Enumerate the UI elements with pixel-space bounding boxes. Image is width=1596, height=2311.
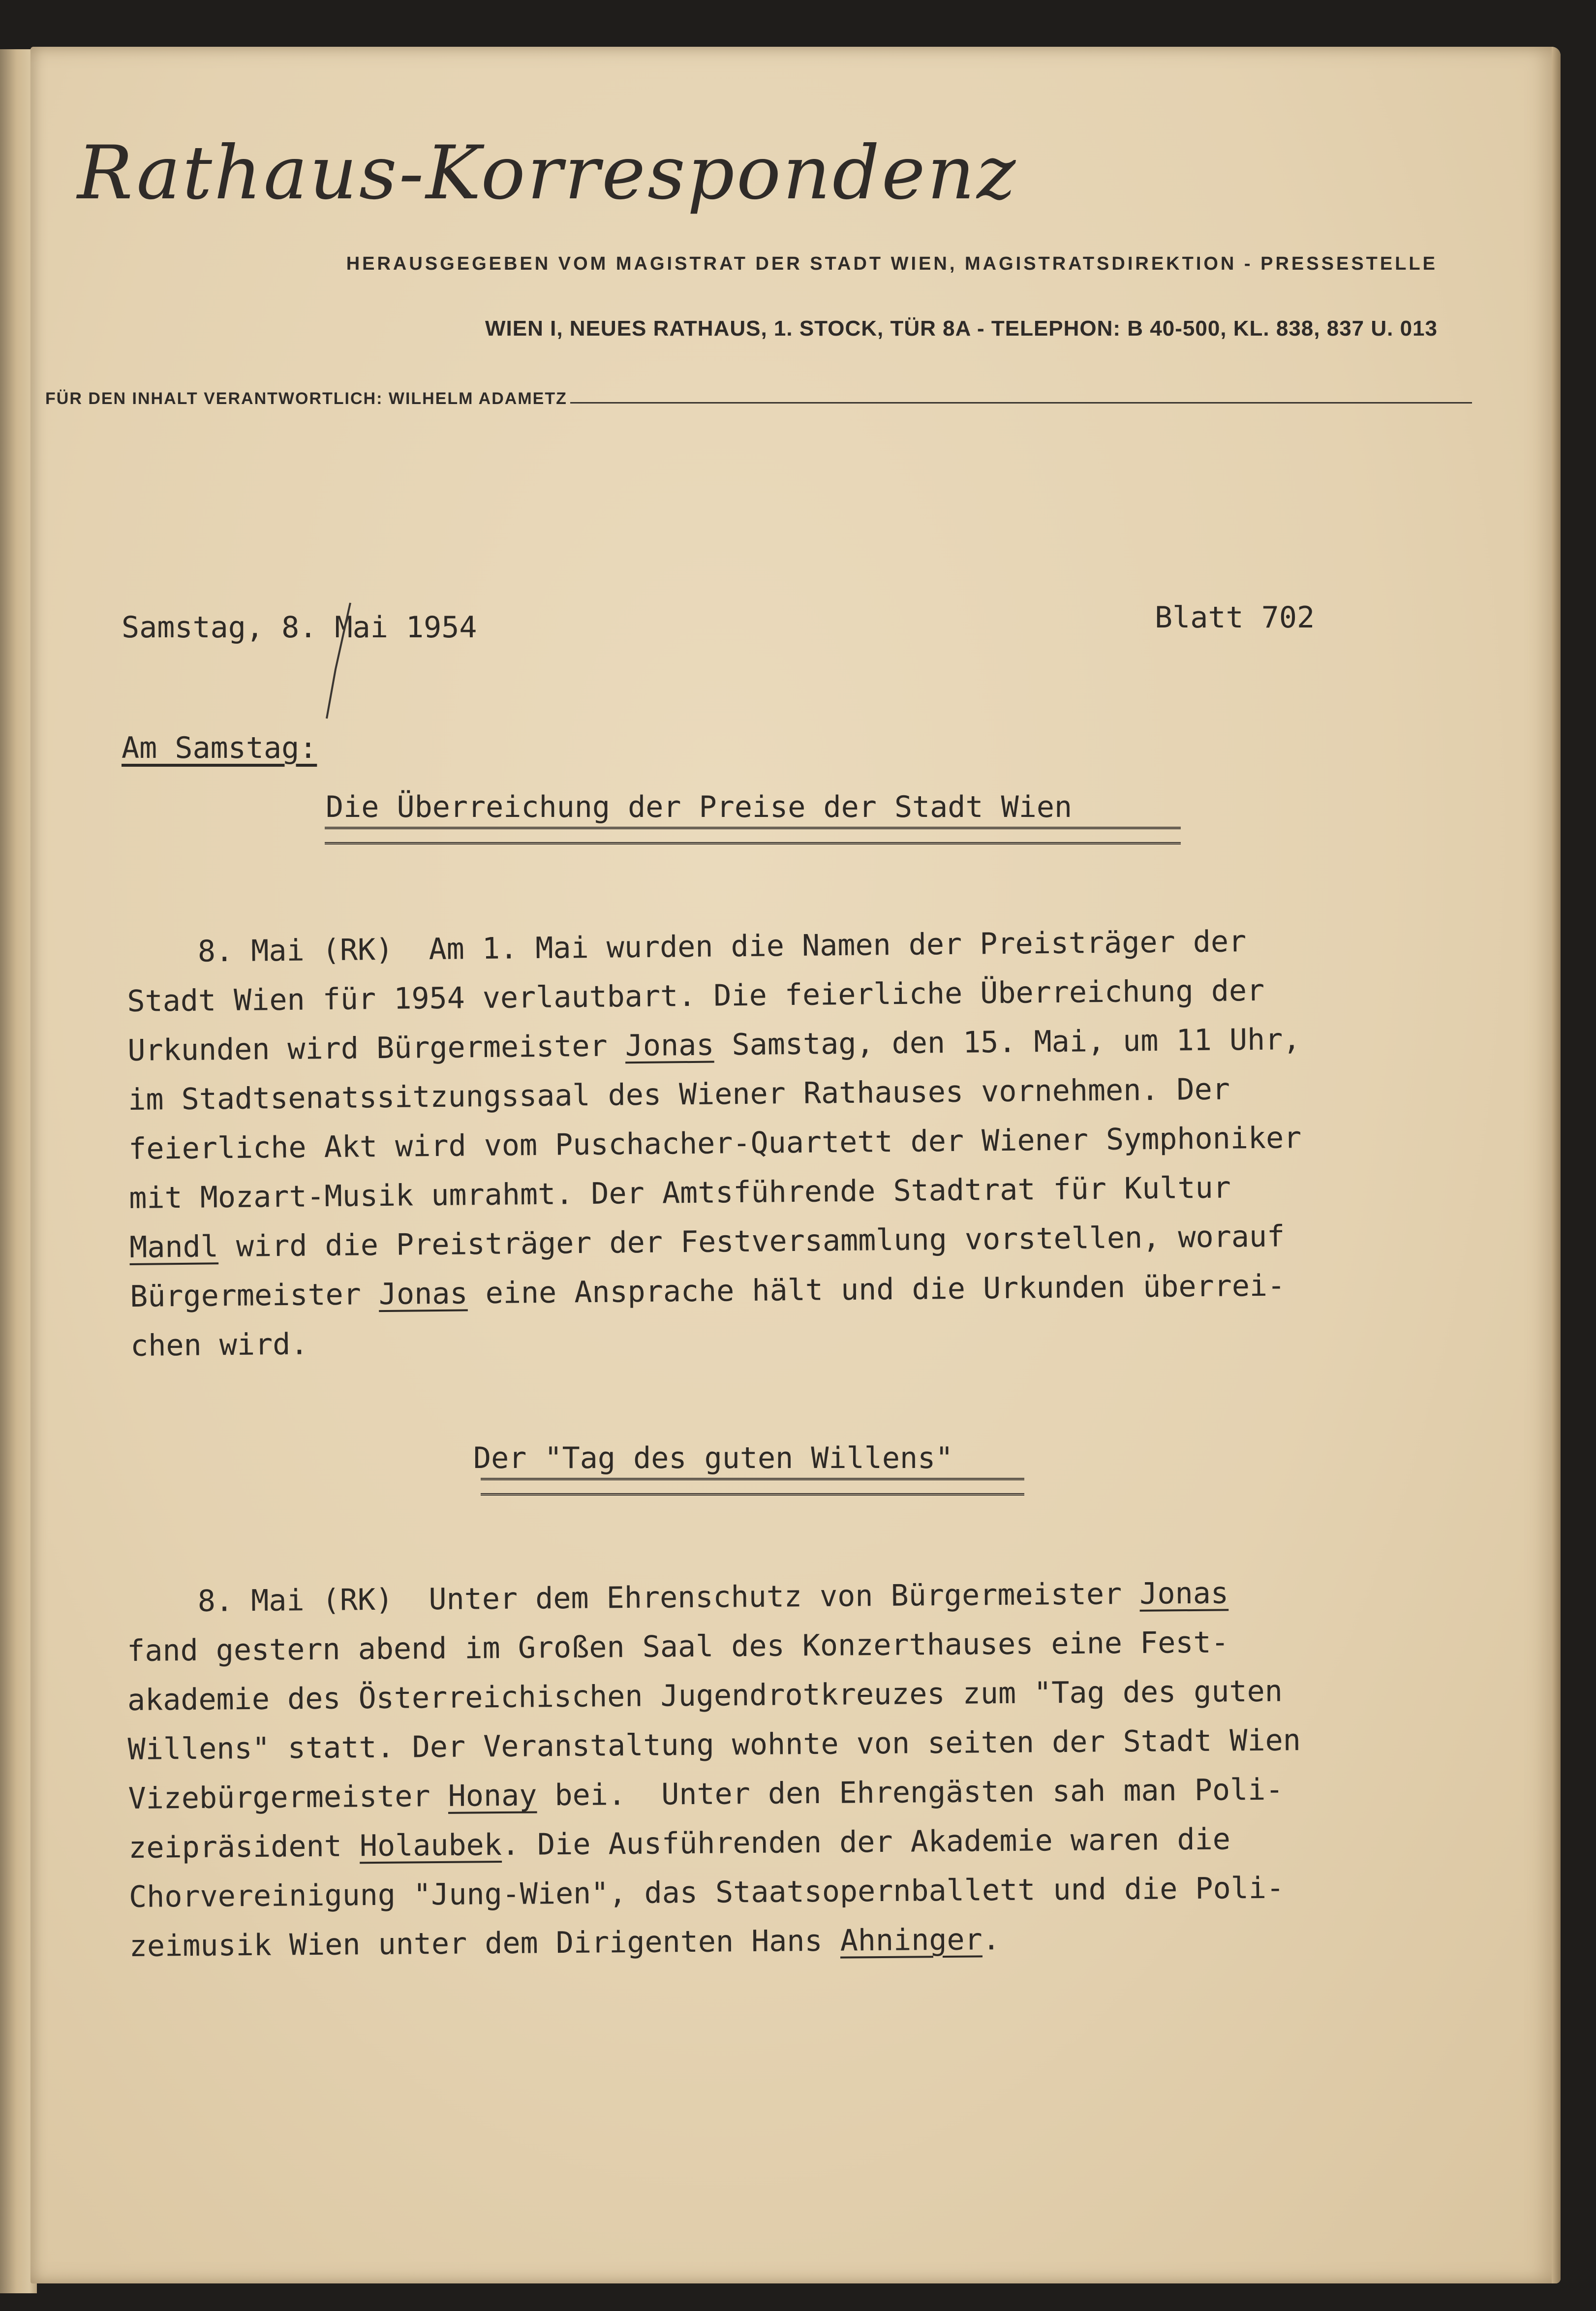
masthead-title: Rathaus-Korrespondenz	[77, 130, 1018, 216]
article1-body	[126, 914, 1508, 1371]
body-line: Willens" statt. Der Veranstaltung wohnte von seiten der Stadt Wien	[127, 1723, 1301, 1767]
body-line: Bürgermeister Jonas eine Ansprache hält und die Urkunden überrei-	[129, 1268, 1286, 1314]
body-line: im Stadtsenatssitzungssaal des Wiener Rathauses vornehmen. Der	[128, 1072, 1230, 1117]
body-line: Chorvereinigung "Jung-Wien", das Staatsopernballett und die Poli-	[128, 1871, 1285, 1914]
section-label: Am Samstag:	[122, 731, 317, 765]
body-line: Mandl wird die Preisträger der Festversammlung vorstellen, worauf	[129, 1219, 1285, 1265]
publisher-line: HERAUSGEGEBEN VOM MAGISTRAT DER STADT WIEN, MAGISTRATSDIREKTION - PRESSESTELLE	[346, 253, 1438, 274]
body-line: akademie des Österreichischen Jugendrotkreuzes zum "Tag des guten	[127, 1674, 1283, 1718]
pen-stroke-mark	[321, 600, 355, 723]
responsible-text: FÜR DEN INHALT VERANTWORTLICH: WILHELM ADAMETZ	[45, 389, 567, 408]
responsible-line	[45, 389, 1472, 408]
body-line: 8. Mai (RK) Unter dem Ehrenschutz von Bürgermeister Jonas	[126, 1576, 1229, 1619]
article2-heading-rule	[481, 1478, 1024, 1496]
article1-heading: Die Überreichung der Preise der Stadt Wien	[326, 790, 1073, 824]
sheet-number: Blatt 702	[1155, 600, 1315, 635]
body-line: feierliche Akt wird vom Puschacher-Quartett der Wiener Symphoniker	[128, 1121, 1302, 1166]
body-line: fand gestern abend im Großen Saal des Konzerthauses eine Fest-	[126, 1625, 1229, 1668]
document-page	[31, 47, 1561, 2283]
underlined-name: Mandl	[129, 1229, 219, 1265]
body-line: Urkunden wird Bürgermeister Jonas Samstag, den 15. Mai, um 11 Uhr,	[127, 1022, 1301, 1068]
underlined-name: Jonas	[378, 1276, 468, 1312]
underlined-name: Jonas	[625, 1028, 714, 1063]
header-rule	[570, 402, 1472, 404]
underlined-name: Jonas	[1139, 1576, 1229, 1611]
body-line: chen wird.	[130, 1327, 308, 1363]
article1-heading-rule	[325, 827, 1181, 844]
body-line: mit Mozart-Musik umrahmt. Der Amtsführende Stadtrat für Kultur	[128, 1170, 1231, 1216]
page-edge	[1552, 47, 1561, 2283]
article2-heading: Der "Tag des guten Willens"	[473, 1441, 953, 1475]
address-line: WIEN I, NEUES RATHAUS, 1. STOCK, TÜR 8A - TELEPHON: B 40-500, KL. 838, 837 U. 013	[485, 316, 1438, 341]
article2-body	[126, 1566, 1507, 1971]
underlined-name: Ahninger	[840, 1922, 983, 1958]
underlined-name: Holaubek	[359, 1828, 502, 1864]
underlined-name: Honay	[448, 1778, 537, 1813]
body-line: Vizebürgermeister Honay bei. Unter den Ehrengästen sah man Poli-	[128, 1772, 1284, 1816]
body-line: zeipräsident Holaubek. Die Ausführenden der Akademie waren die	[128, 1822, 1231, 1865]
document-date: Samstag, 8. Mai 1954	[122, 610, 477, 645]
body-line: Stadt Wien für 1954 verlautbart. Die feierliche Überreichung der	[127, 973, 1265, 1019]
body-line: zeimusik Wien unter dem Dirigenten Hans Ahninger.	[129, 1922, 1001, 1964]
body-line: 8. Mai (RK) Am 1. Mai wurden die Namen der Preisträger der	[126, 924, 1247, 969]
